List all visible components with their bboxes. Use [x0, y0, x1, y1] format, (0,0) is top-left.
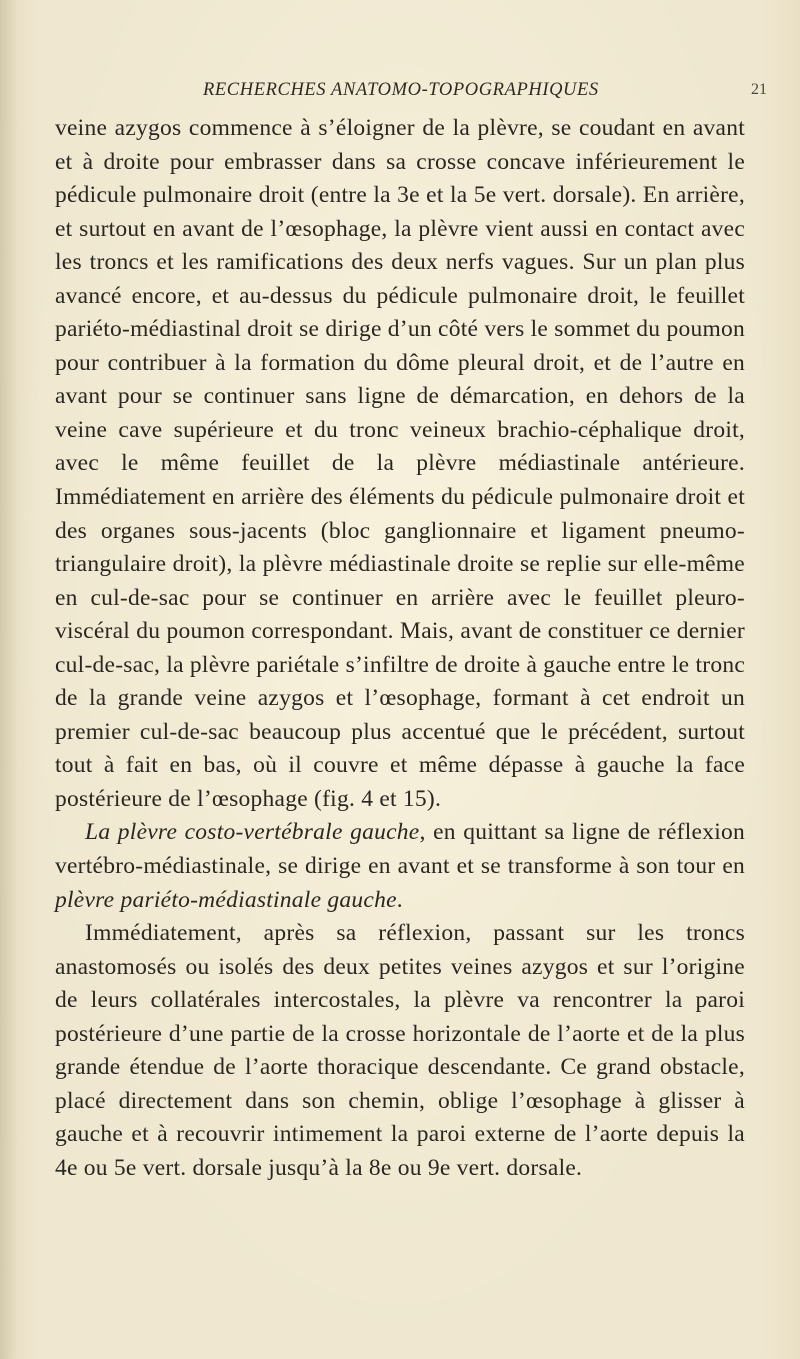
running-title: RECHERCHES ANATOMO-TOPOGRAPHIQUES — [203, 80, 599, 100]
paragraph-2 — [55, 816, 745, 917]
paragraph-2-italic-lead: La plèvre costo-vertébrale gauche — [85, 819, 420, 846]
paragraph-2-italic-tail: plèvre pariéto-médiastinale gauche — [55, 886, 397, 913]
running-head — [0, 80, 800, 110]
paragraph-1: veine azygos commence à s’éloigner de la plèvre, se coudant en avant et à droite pour embrasser dans sa crosse concave inférieurement le pédicule pulmonaire droit (entre la 3e et la 5e vert. dorsale). En arrière, et surtout en avant de l’œsophage, la plèvre vient aussi en contact avec les troncs et les ramifications des deux nerfs vagues. Sur un plan plus avancé encore, et au-dessus du pédicule pulmonaire droit, le feuillet pariéto-médiastinal droit se dirige d’un côté vers le sommet du poumon pour contribuer à la formation du dôme pleural droit, et de l’autre en avant pour se continuer sans ligne de démarcation, en dehors de la veine cave supérieure et du tronc veineux brachio-céphalique droit, avec le même feuillet de la plèvre médiastinale antérieure. Immédiatement en arrière des éléments du pédicule pulmonaire droit et des organes sous-jacents (bloc ganglionnaire et ligament pneumo-triangulaire droit), la plèvre médiastinale droite se replie sur elle-même en cul-de-sac pour se continuer en arrière avec le feuillet pleuro-viscéral du poumon correspondant. Mais, avant de constituer ce dernier cul-de-sac, la plèvre pariétale s’infiltre de droite à gauche entre le tronc de la grande veine azygos et l’œsophage, formant à cet endroit un premier cul-de-sac beaucoup plus accentué que le précédent, surtout tout à fait en bas, où il couvre et même dépasse à gauche la face postérieure de l’œsophage (fig. 4 et 15). — [55, 115, 745, 812]
body-text — [55, 112, 745, 1186]
page-number: 21 — [751, 81, 767, 98]
page-edge-shadow — [0, 0, 18, 1359]
paragraph-2-middle: , en quittant sa ligne de réflexion vertébro-médiastinale, se dirige en avant et se transforme à son tour en — [55, 819, 746, 880]
paragraph-2-end: . — [396, 886, 403, 913]
paragraph-3: Immédiatement, après sa réflexion, passant sur les troncs anastomosés ou isolés des deux petites veines azygos et sur l’origine de leurs collatérales intercostales, la plèvre va rencontrer la paroi postérieure d’une partie de la crosse horizontale de l’aorte et de la plus grande étendue de l’aorte thoracique descendante. Ce grand obstacle, placé directement dans son chemin, oblige l’œsophage à glisser à gauche et à recouvrir intimement la paroi externe de l’aorte depuis la 4e ou 5e vert. dorsale jusqu’à la 8e ou 9e vert. dorsale. — [55, 920, 745, 1181]
